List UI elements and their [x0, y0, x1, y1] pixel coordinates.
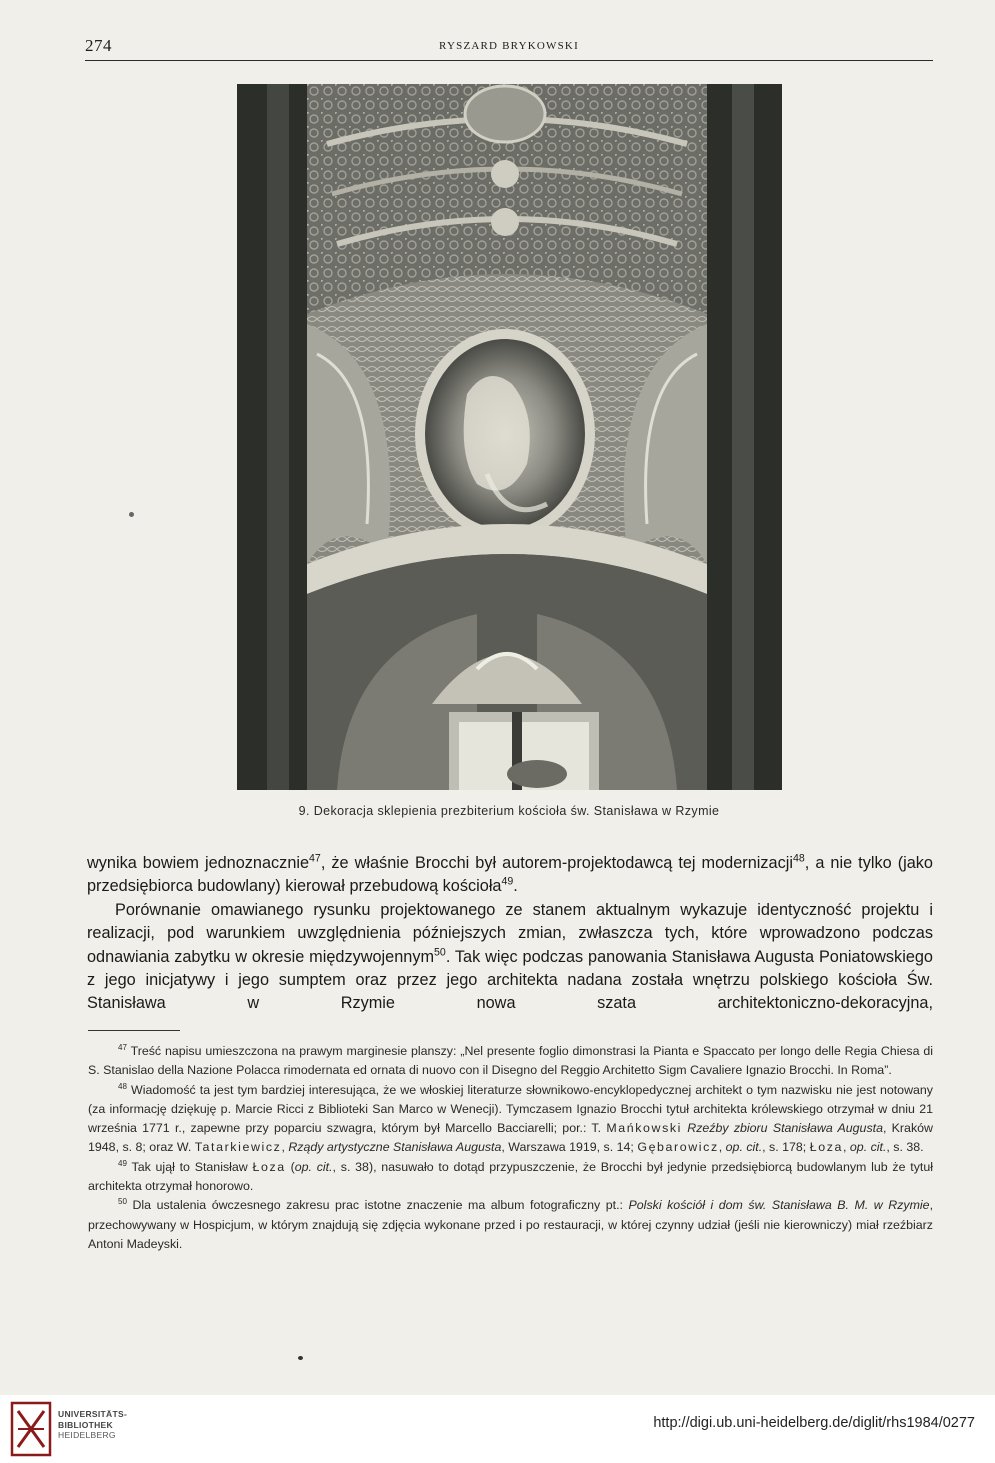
footnote-text: Tak ujął to Stanisław [131, 1159, 248, 1174]
book-title: Polski kościół i dom św. Stanisława B. M. w Rzymie [628, 1198, 930, 1213]
paragraph-2 [87, 899, 933, 1016]
footnote-text: Dla ustalenia ówczesnego zakresu prac istotne znaczenie ma album fotograficzny pt.: [132, 1198, 623, 1213]
library-footer [0, 1395, 995, 1463]
footnote-text: , [281, 1140, 285, 1155]
footnote-text: Wiadomość ta jest tym bardziej interesująca, że we włoskiej literaturze słownikowo-encyklopedycznej architekt o tym nazwisku nie jest notowany (za informację dziękuję p. Marcie Ricci z Biblioteki San Marco w Wenecji). Tymczasem Ignazio Brocchi tytuł architekta królewskiego otrzymał w dniu 21 września 1771 r., zapewne przy poparciu szwagra, którym był Marcello Bacciarelli; por.: T. [88, 1082, 933, 1136]
library-name-line: BIBLIOTHEK [58, 1419, 113, 1430]
footnote-ref-48[interactable]: 48 [792, 852, 805, 865]
text-run: a nie tylko (jako przedsiębiorca budowlany) kierował przebudową kościoła [87, 854, 933, 896]
paragraph-1: wynika bowiem jednoznacznie$^{47}$, że właśnie Brocchi był autorem-projektodawcą tej modernizacji$^{48}$, a nie tylko (jako przedsiębiorca budowlany) kierował przebudową kościoła$^{49}$. [87, 852, 933, 896]
op-cit: op. cit. [849, 1140, 887, 1155]
author-name: Łoza [252, 1159, 286, 1174]
author-name: Łoza [809, 1140, 843, 1155]
footnote-48 [88, 1081, 933, 1158]
page-speck [298, 1356, 303, 1360]
footnote-ref-50[interactable]: 50 [434, 946, 446, 959]
text-run: Porównanie omawianego rysunku projektowanego ze stanem aktualnym wykazuje identyczność projektu i realizacji, pod warunkiem uwzględnienia późniejszych zmian, zwłaszcza tych, które wprowadzono podczas odnawiania zabytku w okresie międzywojennym [87, 900, 933, 966]
footnote-text: , s. 38. [886, 1140, 924, 1155]
footnote-49 [88, 1158, 933, 1197]
library-name-line: HEIDELBERG [58, 1430, 116, 1440]
page-header [85, 36, 933, 61]
footnote-text: Treść napisu umieszczona na prawym marginesie planszy: „Nel presente foglio dimonstrasi la Pianta e Spaccato per longo delle Regia Chiesa di S. Stanislao della Nazione Polacca rimodernata ed ornata di nuovo con il Disegno del Reggio Architetto Sigm Cavaliere Ignazio Brocchi. In Roma”. [88, 1044, 933, 1078]
footnote-rule [88, 1030, 180, 1031]
op-cit: op. cit. [725, 1140, 763, 1155]
margin-speck [129, 512, 134, 517]
figure-photo [237, 84, 782, 790]
library-name-line: UNIVERSITÄTS- [58, 1409, 128, 1419]
book-title: Rządy artystyczne Stanisława Augusta [288, 1140, 502, 1155]
author-name: Gębarowicz [637, 1140, 719, 1155]
baroque-vault-photo-icon [237, 84, 782, 790]
footnote-text: , s. 38), nasuwało to dotąd przypuszczenie, że Brocchi był jedynie przedsiębiorcą budowlanym lub że tytuł architekta otrzymał honorowo. [88, 1159, 933, 1194]
running-head: RYSZARD BRYKOWSKI [439, 40, 579, 52]
footnote-50 [88, 1196, 933, 1254]
author-name: Tatarkiewicz [194, 1140, 282, 1155]
footnotes [88, 1042, 933, 1254]
heidelberg-library-logo-icon [10, 1401, 52, 1457]
op-cit: op. cit. [294, 1159, 333, 1174]
footnote-ref-49[interactable]: 49 [501, 875, 514, 888]
page-number: 274 [85, 36, 112, 55]
footnote-number: 50 [118, 1197, 127, 1207]
footnote-number: 49 [118, 1158, 127, 1168]
footnote-number: 48 [118, 1081, 127, 1091]
figure-caption: 9. Dekoracja sklepienia prezbiterium kościoła św. Stanisława w Rzymie [298, 804, 720, 818]
footnote-text: , [718, 1140, 723, 1155]
footnote-text: , przechowywany w Hospicjum, w którym znajdują się zdjęcia wykonane przed i po restauracji, w której czynny udział (jeśli nie kierowniczy) miał rzeźbiarz Antoni Madeyski. [88, 1198, 934, 1251]
body-text [87, 852, 933, 1016]
text-run: , że właśnie Brocchi był autorem-projektodawcą tej modernizacji [320, 854, 793, 872]
text-run: . Tak więc podczas panowania Stanisława Augusta Poniatowskiego z jego inicjatywy i jego sumptem oraz przez jego architekta nadana została wnętrzu polskiego kościoła Św. Stanisława w Rzymie nowa szata architektoniczno-dekoracyjna, [87, 947, 933, 1013]
book-title: Rzeźby zbioru Stanisława Augusta [687, 1121, 883, 1136]
footnote-text: , [843, 1140, 847, 1155]
footnote-47 [88, 1042, 933, 1081]
text-run: wynika bowiem jednoznacznie [87, 854, 310, 872]
author-name: Mańkowski [606, 1121, 683, 1136]
footnote-text: , s. 178; [762, 1140, 807, 1155]
library-name [58, 1409, 127, 1441]
footnote-text: ( [290, 1159, 295, 1174]
source-url-link[interactable]: http://digi.ub.uni-heidelberg.de/diglit/rhs1984/0277 [653, 1415, 975, 1431]
footnote-text: , Kraków 1948, s. 8; oraz W. [88, 1121, 933, 1155]
footnote-text: , Warszawa 1919, s. 14; [501, 1140, 634, 1155]
footnote-ref-47[interactable]: 47 [309, 852, 321, 865]
footnote-number: 47 [118, 1042, 127, 1052]
